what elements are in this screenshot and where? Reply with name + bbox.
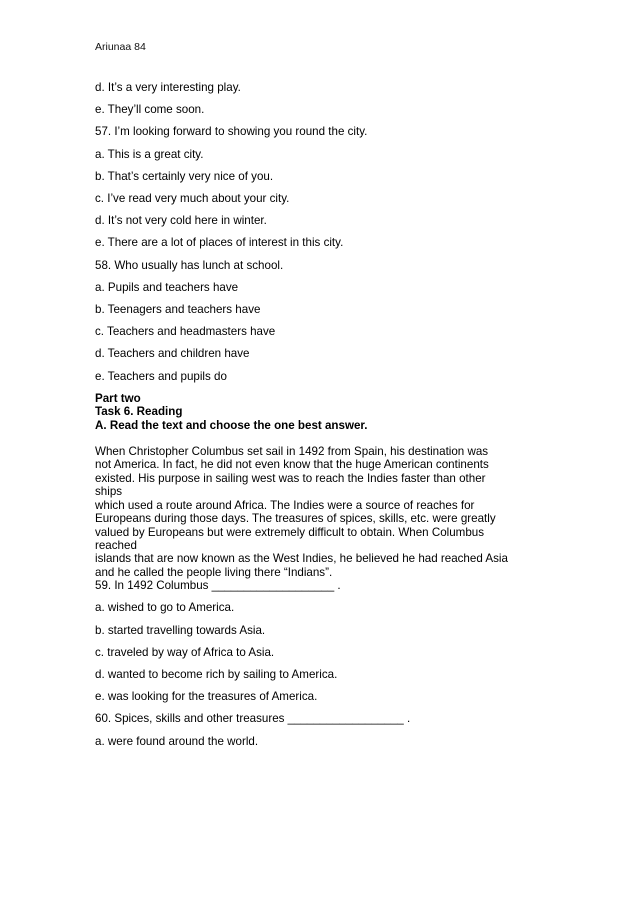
answer-option: d. It’s a very interesting play. (95, 81, 241, 94)
answer-option: c. traveled by way of Africa to Asia. (95, 645, 275, 659)
answer-option: e. Teachers and pupils do (95, 369, 227, 383)
answer-option: a. This is a great city. (95, 147, 204, 161)
answer-option: c. I’ve read very much about your city. (95, 192, 290, 206)
task-heading: Task 6. Reading (95, 405, 183, 419)
passage-line: When Christopher Columbus set sail in 1492 from Spain, his destination was (95, 445, 489, 459)
answer-option: a. were found around the world. (95, 734, 259, 748)
passage-line: ships (95, 485, 123, 499)
answer-option: d. wanted to become rich by sailing to America. (95, 667, 338, 681)
passage-line: Europeans during those days. The treasures of spices, skills, etc. were greatly (95, 512, 496, 526)
answer-option: d. Teachers and children have (95, 347, 250, 361)
answer-option: e. was looking for the treasures of America. (95, 690, 318, 704)
question-59: 59. In 1492 Columbus ___________________ . (95, 579, 341, 593)
answer-option: e. They’ll come soon. (95, 103, 205, 117)
page-header: Ariunaa 84 (95, 41, 146, 53)
passage-line: which used a route around Africa. The Indies were a source of reaches for (95, 498, 475, 512)
answer-option: b. started travelling towards Asia. (95, 623, 266, 637)
answer-option: a. Pupils and teachers have (95, 280, 239, 294)
answer-option: b. That’s certainly very nice of you. (95, 169, 274, 183)
passage-line: reached (95, 538, 137, 552)
page-content (95, 81, 545, 757)
answer-option: a. wished to go to America. (95, 601, 235, 615)
question-60: 60. Spices, skills and other treasures __________________ . (95, 712, 411, 726)
answer-option: e. There are a lot of places of interest in this city. (95, 236, 344, 250)
question-57: 57. I’m looking forward to showing you round the city. (95, 125, 368, 139)
answer-option: b. Teenagers and teachers have (95, 303, 261, 317)
answer-option: c. Teachers and headmasters have (95, 325, 276, 339)
reading-passage (95, 445, 545, 579)
passage-line: and he called the people living there “Indians”. (95, 565, 333, 579)
task-instruction: A. Read the text and choose the one best answer. (95, 418, 368, 432)
question-58: 58. Who usually has lunch at school. (95, 258, 284, 272)
answer-option: d. It’s not very cold here in winter. (95, 214, 267, 228)
passage-line: islands that are now known as the West Indies, he believed he had reached Asia (95, 552, 508, 566)
part-heading: Part two (95, 391, 141, 405)
passage-line: existed. His purpose in sailing west was to reach the Indies faster than other (95, 471, 486, 485)
passage-line: not America. In fact, he did not even know that the huge American continents (95, 458, 489, 472)
passage-line: valued by Europeans but were extremely difficult to obtain. When Columbus (95, 525, 485, 539)
